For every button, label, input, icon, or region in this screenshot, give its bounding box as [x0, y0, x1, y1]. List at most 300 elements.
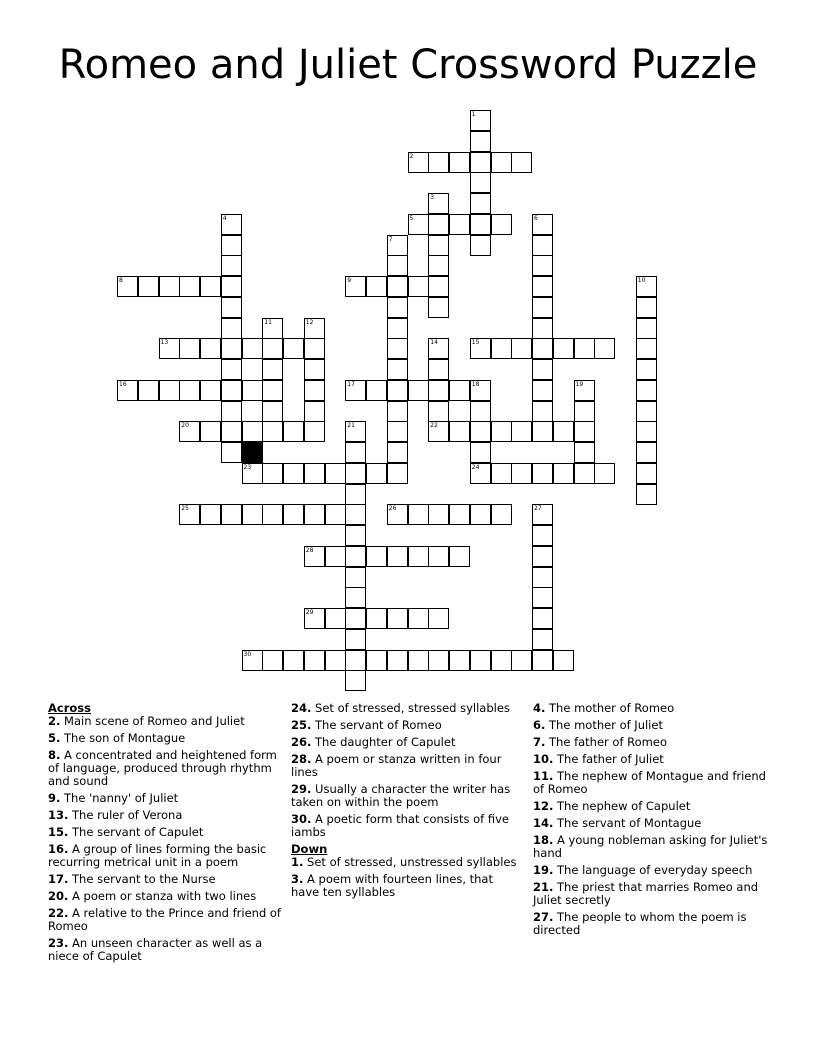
grid-cell[interactable] [242, 380, 263, 401]
clue-text: The mother of Juliet [545, 718, 663, 732]
grid-cell[interactable] [553, 463, 574, 484]
grid-cell[interactable] [428, 650, 449, 671]
grid-cell[interactable] [574, 338, 595, 359]
grid-cell[interactable] [553, 421, 574, 442]
across-clue [48, 843, 284, 869]
grid-cell[interactable] [491, 463, 512, 484]
grid-cell[interactable] [179, 504, 200, 525]
cell-number: 20 [181, 422, 189, 430]
clue-number: 19. [533, 863, 554, 877]
grid-cell[interactable] [532, 380, 553, 401]
grid-cell[interactable] [366, 463, 387, 484]
grid-cell[interactable] [345, 587, 366, 608]
cell-number: 9 [347, 277, 352, 284]
grid-cell[interactable] [366, 608, 387, 629]
grid-cell[interactable] [574, 401, 595, 422]
grid-cell[interactable] [366, 380, 387, 401]
cell-number: 25 [181, 505, 189, 513]
across-clue [48, 907, 284, 933]
grid-cell[interactable] [532, 338, 553, 359]
grid-cell[interactable] [304, 608, 325, 629]
grid-cell[interactable] [304, 338, 325, 359]
grid-cell[interactable] [408, 546, 429, 567]
grid-cell[interactable] [636, 484, 657, 505]
across-clue [291, 719, 523, 732]
grid-cell[interactable] [262, 463, 283, 484]
cell-number: 7 [388, 235, 393, 243]
grid-cell[interactable] [491, 214, 512, 235]
clue-number: 8. [48, 748, 61, 762]
cell-number: 30 [243, 650, 252, 658]
grid-cell[interactable] [345, 421, 366, 442]
grid-cell[interactable] [345, 463, 366, 484]
grid-cell[interactable] [262, 401, 283, 422]
grid-cell[interactable] [449, 214, 470, 235]
grid-cell[interactable] [345, 670, 366, 691]
grid-cell[interactable] [428, 276, 449, 297]
grid-cell[interactable] [636, 463, 657, 484]
across-clue [48, 873, 284, 886]
grid-cell[interactable] [387, 401, 408, 422]
clue-number: 10. [533, 752, 554, 766]
grid-cell[interactable] [532, 421, 553, 442]
clue-text: The son of Montague [60, 731, 186, 745]
clue-number: 25. [291, 718, 312, 732]
grid-cell[interactable] [345, 546, 366, 567]
clue-number: 23. [48, 936, 69, 950]
grid-cell[interactable] [138, 380, 159, 401]
clue-number: 17. [48, 872, 69, 886]
grid-cell[interactable] [387, 255, 408, 276]
grid-cell[interactable] [470, 131, 491, 152]
grid-cell[interactable] [470, 152, 491, 173]
clue-number: 21. [533, 880, 554, 894]
clue-text: The servant of Romeo [311, 718, 442, 732]
grid-cell[interactable] [408, 608, 429, 629]
grid-cell[interactable] [511, 152, 532, 173]
grid-cell[interactable] [470, 421, 491, 442]
grid-cell[interactable] [511, 650, 532, 671]
clue-text: A concentrated and heightened form of language, produced through rhythm and sound [48, 748, 277, 788]
cell-number: 2 [409, 152, 414, 160]
grid-cell[interactable] [532, 235, 553, 256]
grid-cell[interactable] [345, 525, 366, 546]
grid-cell[interactable] [532, 463, 553, 484]
grid-cell[interactable] [366, 546, 387, 567]
grid-cell[interactable] [159, 276, 180, 297]
clues-column-1 [48, 702, 284, 967]
grid-cell[interactable] [283, 338, 304, 359]
grid-cell[interactable] [532, 504, 553, 525]
cell-number: 28 [305, 546, 314, 554]
grid-cell[interactable] [387, 359, 408, 380]
grid-cell[interactable] [532, 587, 553, 608]
grid-cell[interactable] [532, 608, 553, 629]
grid-cell[interactable] [221, 442, 242, 463]
grid-cell[interactable] [449, 380, 470, 401]
grid-cell[interactable] [428, 504, 449, 525]
cell-number: 4 [222, 214, 227, 222]
grid-cell[interactable] [221, 421, 242, 442]
grid-cell[interactable] [594, 338, 615, 359]
grid-cell[interactable] [532, 276, 553, 297]
down-clue [533, 753, 769, 766]
grid-cell[interactable] [200, 421, 221, 442]
grid-cell[interactable] [304, 546, 325, 567]
grid-cell[interactable] [242, 421, 263, 442]
grid-cell[interactable] [636, 380, 657, 401]
grid-cell[interactable] [428, 608, 449, 629]
grid-cell[interactable] [636, 421, 657, 442]
grid-cell[interactable] [345, 629, 366, 650]
grid-cell[interactable] [242, 463, 263, 484]
grid-cell[interactable] [428, 193, 449, 214]
grid-cell[interactable] [221, 214, 242, 235]
clue-text: An unseen character as well as a niece of Capulet [48, 936, 263, 963]
clue-number: 2. [48, 714, 61, 728]
clues-column-3 [533, 702, 769, 941]
grid-cell[interactable] [636, 338, 657, 359]
grid-cell[interactable] [491, 152, 512, 173]
grid-cell[interactable] [325, 504, 346, 525]
grid-cell[interactable] [262, 504, 283, 525]
grid-cell[interactable] [532, 546, 553, 567]
grid-cell[interactable] [491, 650, 512, 671]
grid-cell[interactable] [449, 504, 470, 525]
cell-number: 17 [347, 380, 355, 388]
grid-cell[interactable] [470, 380, 491, 401]
cell-number: 14 [430, 339, 438, 347]
grid-cell[interactable] [408, 152, 429, 173]
grid-cell[interactable] [387, 276, 408, 297]
across-clue [291, 702, 523, 715]
down-clue [533, 881, 769, 907]
grid-cell[interactable] [532, 567, 553, 588]
clue-number: 4. [533, 701, 546, 715]
grid-cell[interactable] [491, 338, 512, 359]
clue-text: The ruler of Verona [68, 808, 183, 822]
grid-cell[interactable] [221, 359, 242, 380]
clue-number: 28. [291, 752, 312, 766]
grid-cell[interactable] [179, 338, 200, 359]
down-clue [533, 911, 769, 937]
grid-cell[interactable] [221, 338, 242, 359]
grid-cell[interactable] [408, 380, 429, 401]
clue-number: 20. [48, 889, 69, 903]
clue-number: 24. [291, 701, 312, 715]
grid-cell[interactable] [262, 359, 283, 380]
grid-cell[interactable] [221, 297, 242, 318]
down-clue [533, 800, 769, 813]
down-heading: Down [291, 842, 328, 856]
cell-number: 18 [471, 380, 480, 388]
grid-cell[interactable] [117, 380, 138, 401]
across-clue [48, 809, 284, 822]
grid-cell[interactable] [553, 338, 574, 359]
grid-cell[interactable] [304, 359, 325, 380]
cell-number: 27 [534, 505, 542, 513]
grid-cell[interactable] [470, 442, 491, 463]
grid-cell[interactable] [511, 421, 532, 442]
down-clue [291, 873, 523, 899]
grid-cell[interactable] [179, 276, 200, 297]
grid-cell[interactable] [553, 650, 574, 671]
cell-number: 6 [534, 214, 538, 222]
clue-text: A poem or stanza written in four lines [291, 752, 502, 779]
grid-cell[interactable] [636, 359, 657, 380]
grid-cell[interactable] [304, 380, 325, 401]
down-clue [291, 856, 523, 869]
clue-text: The nephew of Capulet [553, 799, 691, 813]
down-clue [533, 702, 769, 715]
cell-number: 24 [471, 463, 480, 471]
grid-cell[interactable] [325, 463, 346, 484]
grid-cell[interactable] [408, 650, 429, 671]
grid-cell[interactable] [470, 214, 491, 235]
grid-cell[interactable] [636, 442, 657, 463]
grid-cell[interactable] [283, 650, 304, 671]
grid-cell[interactable] [325, 546, 346, 567]
grid-cell[interactable] [574, 421, 595, 442]
grid-cell[interactable] [387, 650, 408, 671]
clue-number: 13. [48, 808, 69, 822]
grid-cell[interactable] [283, 421, 304, 442]
clue-number: 6. [533, 718, 546, 732]
grid-cell[interactable] [345, 380, 366, 401]
grid-cell[interactable] [179, 421, 200, 442]
grid-cell[interactable] [532, 401, 553, 422]
grid-cell[interactable] [491, 504, 512, 525]
grid-cell[interactable] [387, 338, 408, 359]
grid-cell[interactable] [221, 235, 242, 256]
down-clue [533, 719, 769, 732]
grid-cell[interactable] [262, 380, 283, 401]
grid-cell[interactable] [449, 152, 470, 173]
grid-cell[interactable] [345, 567, 366, 588]
clue-text: The father of Romeo [545, 735, 667, 749]
clue-text: Usually a character the writer has taken on within the poem [291, 782, 511, 809]
grid-cell[interactable] [262, 421, 283, 442]
cell-number: 16 [119, 380, 127, 388]
grid-cell[interactable] [200, 276, 221, 297]
grid-cell[interactable] [159, 338, 180, 359]
grid-cell[interactable] [304, 401, 325, 422]
grid-cell[interactable] [262, 318, 283, 339]
clues-column-2 [291, 702, 523, 903]
cell-number: 22 [430, 422, 438, 430]
grid-cell[interactable] [470, 172, 491, 193]
cell-number: 21 [347, 422, 355, 430]
grid-cell[interactable] [304, 650, 325, 671]
grid-cell[interactable] [221, 380, 242, 401]
grid-cell[interactable] [449, 421, 470, 442]
grid-cell[interactable] [387, 442, 408, 463]
grid-cell[interactable] [449, 546, 470, 567]
grid-cell[interactable] [304, 318, 325, 339]
grid-cell[interactable] [200, 338, 221, 359]
grid-cell[interactable] [532, 629, 553, 650]
across-clue [48, 792, 284, 805]
grid-cell[interactable] [470, 401, 491, 422]
grid-cell[interactable] [428, 421, 449, 442]
grid-cell[interactable] [532, 650, 553, 671]
grid-cell[interactable] [532, 214, 553, 235]
grid-cell[interactable] [283, 463, 304, 484]
grid-cell[interactable] [532, 255, 553, 276]
clue-number: 27. [533, 910, 554, 924]
down-clue [533, 736, 769, 749]
clue-number: 11. [533, 769, 554, 783]
across-clue [48, 715, 284, 728]
grid-cell[interactable] [428, 235, 449, 256]
grid-cell[interactable] [428, 380, 449, 401]
clue-text: The servant of Montague [553, 816, 702, 830]
grid-cell[interactable] [408, 504, 429, 525]
across-clue [48, 732, 284, 745]
grid-cell[interactable] [221, 504, 242, 525]
grid-cell[interactable] [200, 504, 221, 525]
clue-number: 5. [48, 731, 61, 745]
across-heading: Across [48, 701, 91, 715]
grid-cell[interactable] [470, 650, 491, 671]
grid-cell[interactable] [532, 318, 553, 339]
grid-cell[interactable] [325, 608, 346, 629]
grid-cell[interactable] [532, 525, 553, 546]
grid-cell[interactable] [159, 380, 180, 401]
clue-number: 15. [48, 825, 69, 839]
across-clue [48, 937, 284, 963]
grid-cell[interactable] [428, 359, 449, 380]
grid-cell[interactable] [242, 338, 263, 359]
grid-cell[interactable] [366, 650, 387, 671]
grid-cell[interactable] [345, 442, 366, 463]
grid-cell[interactable] [345, 608, 366, 629]
grid-cell[interactable] [387, 235, 408, 256]
grid-cell[interactable] [387, 504, 408, 525]
across-clue [48, 890, 284, 903]
grid-cell[interactable] [408, 276, 429, 297]
grid-cell[interactable] [470, 463, 491, 484]
grid-cell[interactable] [304, 504, 325, 525]
grid-cell[interactable] [387, 297, 408, 318]
grid-cell[interactable] [304, 421, 325, 442]
across-clue [291, 813, 523, 839]
clue-text: The father of Juliet [553, 752, 664, 766]
clue-text: Main scene of Romeo and Juliet [60, 714, 245, 728]
grid-cell[interactable] [636, 297, 657, 318]
grid-cell[interactable] [470, 235, 491, 256]
grid-cell[interactable] [221, 276, 242, 297]
clue-number: 26. [291, 735, 312, 749]
grid-cell[interactable] [491, 421, 512, 442]
cell-number: 3 [430, 194, 435, 201]
grid-cell[interactable] [428, 338, 449, 359]
grid-cell[interactable] [511, 463, 532, 484]
clue-text: The servant of Capulet [68, 825, 204, 839]
clue-text: A young nobleman asking for Juliet's hand [533, 833, 768, 860]
grid-cell[interactable] [532, 359, 553, 380]
grid-cell[interactable] [387, 608, 408, 629]
down-clue [533, 770, 769, 796]
grid-cell[interactable] [387, 318, 408, 339]
grid-cell[interactable] [449, 650, 470, 671]
clue-text: The servant to the Nurse [68, 872, 216, 886]
grid-cell[interactable] [262, 650, 283, 671]
grid-cell[interactable] [242, 504, 263, 525]
down-clue [533, 834, 769, 860]
grid-cell[interactable] [574, 380, 595, 401]
clue-number: 29. [291, 782, 312, 796]
grid-cell[interactable] [532, 297, 553, 318]
clue-text: The daughter of Capulet [311, 735, 456, 749]
grid-cell[interactable] [221, 318, 242, 339]
clue-text: The priest that marries Romeo and Juliet secretly [533, 880, 759, 907]
clue-number: 22. [48, 906, 69, 920]
grid-cell[interactable] [387, 380, 408, 401]
clue-number: 14. [533, 816, 554, 830]
grid-cell[interactable] [470, 110, 491, 131]
across-clue [48, 749, 284, 788]
grid-cell[interactable] [221, 255, 242, 276]
across-clue [291, 753, 523, 779]
grid-cell[interactable] [428, 255, 449, 276]
grid-cell[interactable] [325, 650, 346, 671]
grid-cell[interactable] [511, 338, 532, 359]
grid-cell[interactable] [262, 338, 283, 359]
cell-number: 11 [264, 318, 272, 326]
grid-cell[interactable] [574, 442, 595, 463]
grid-cell[interactable] [283, 504, 304, 525]
grid-cell[interactable] [221, 401, 242, 422]
grid-cell[interactable] [200, 380, 221, 401]
clue-number: 12. [533, 799, 554, 813]
grid-cell[interactable] [470, 193, 491, 214]
grid-block-cell [242, 442, 263, 463]
grid-cell[interactable] [345, 650, 366, 671]
grid-cell[interactable] [345, 484, 366, 505]
grid-cell[interactable] [345, 276, 366, 297]
grid-cell[interactable] [428, 152, 449, 173]
grid-cell[interactable] [594, 463, 615, 484]
across-clue [291, 736, 523, 749]
grid-cell[interactable] [574, 463, 595, 484]
grid-cell[interactable] [387, 546, 408, 567]
grid-cell[interactable] [470, 504, 491, 525]
grid-cell[interactable] [304, 463, 325, 484]
grid-cell[interactable] [242, 650, 263, 671]
grid-cell[interactable] [179, 380, 200, 401]
grid-cell[interactable] [428, 297, 449, 318]
cell-number: 23 [243, 463, 252, 471]
grid-cell[interactable] [366, 276, 387, 297]
grid-cell[interactable] [138, 276, 159, 297]
grid-cell[interactable] [408, 214, 429, 235]
grid-cell[interactable] [470, 338, 491, 359]
grid-cell[interactable] [428, 214, 449, 235]
grid-cell[interactable] [428, 401, 449, 422]
grid-cell[interactable] [345, 504, 366, 525]
clue-number: 9. [48, 791, 61, 805]
grid-cell[interactable] [636, 318, 657, 339]
grid-cell[interactable] [636, 276, 657, 297]
cell-number: 13 [160, 339, 169, 347]
grid-cell[interactable] [387, 421, 408, 442]
grid-cell[interactable] [428, 546, 449, 567]
grid-cell[interactable] [117, 276, 138, 297]
grid-cell[interactable] [387, 463, 408, 484]
clue-text: The nephew of Montague and friend of Romeo [533, 769, 766, 796]
grid-cell[interactable] [636, 401, 657, 422]
